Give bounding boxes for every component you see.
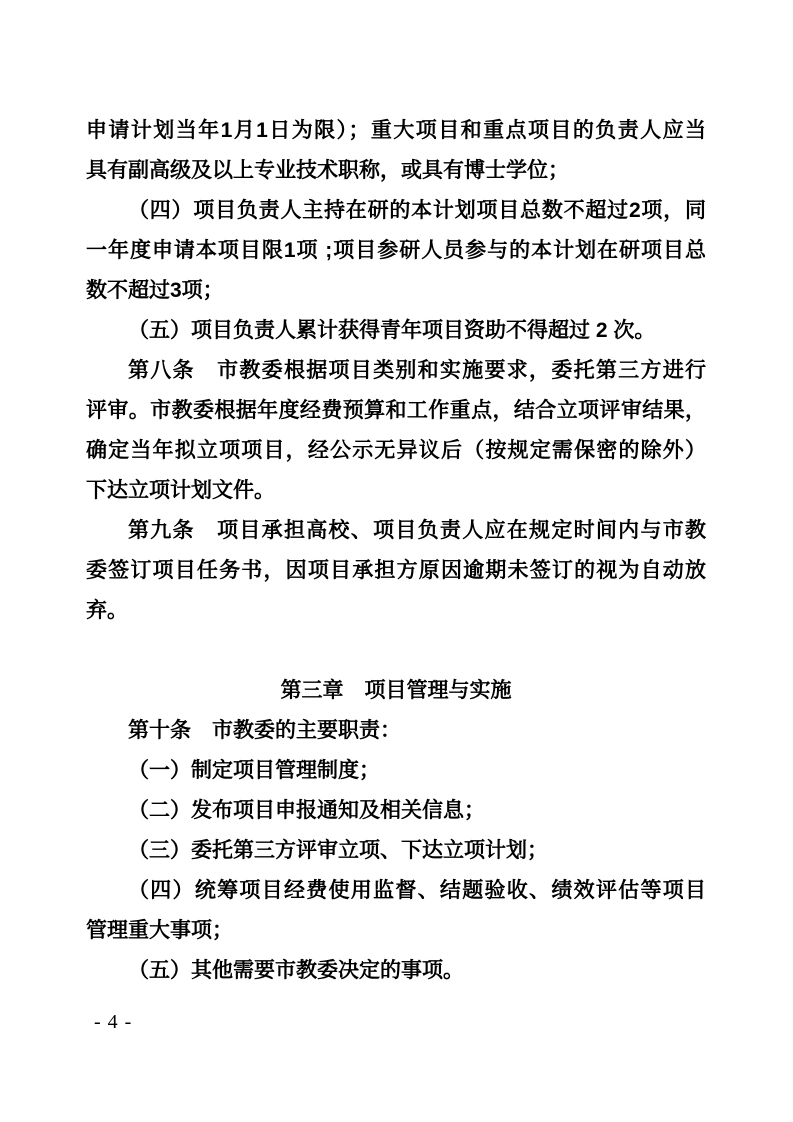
text-line-13: 弃。 — [86, 599, 128, 622]
text-line-10: 下达立项计划文件。 — [86, 479, 275, 502]
chapter-heading: 第三章 项目管理与实施 — [280, 679, 512, 702]
text-line-11: 第九条 项目承担高校、项目负责人应在规定时间内与市教 — [128, 519, 706, 542]
text-line-17: （二）发布项目申报通知及相关信息； — [128, 799, 485, 822]
text-line-6: （五）项目负责人累计获得青年项目资助不得超过 2 次。 — [128, 319, 656, 342]
text-line-3: （四）项目负责人主持在研的本计划项目总数不超过2项，同 — [128, 199, 706, 222]
text-line-16: （一）制定项目管理制度； — [128, 759, 380, 782]
text-line-2: 具有副高级及以上专业技术职称，或具有博士学位； — [86, 159, 569, 182]
text-line-18: （三）委托第三方评审立项、下达立项计划； — [128, 839, 548, 862]
text-line-7: 第八条 市教委根据项目类别和实施要求，委托第三方进行 — [128, 359, 706, 382]
text-line-15: 第十条 市教委的主要职责： — [128, 719, 401, 742]
text-line-1: 申请计划当年1月1日为限）；重大项目和重点项目的负责人应当 — [86, 119, 706, 142]
text-line-19: （四）统筹项目经费使用监督、结题验收、绩效评估等项目 — [128, 879, 706, 902]
text-line-12: 委签订项目任务书，因项目承担方原因逾期未签订的视为自动放 — [86, 559, 706, 582]
page-number: - 4 - — [94, 1011, 133, 1033]
text-line-4: 一年度申请本项目限1项 ;项目参研人员参与的本计划在研项目总 — [86, 239, 706, 262]
document-body — [86, 111, 706, 991]
text-line-9: 确定当年拟立项项目，经公示无异议后（按规定需保密的除外） — [86, 439, 706, 462]
text-line-8: 评审。市教委根据年度经费预算和工作重点，结合立项评审结果， — [86, 399, 706, 422]
text-line-5: 数不超过3项； — [86, 279, 224, 302]
text-line-21: （五）其他需要市教委决定的事项。 — [128, 959, 464, 982]
text-line-20: 管理重大事项； — [86, 919, 233, 942]
